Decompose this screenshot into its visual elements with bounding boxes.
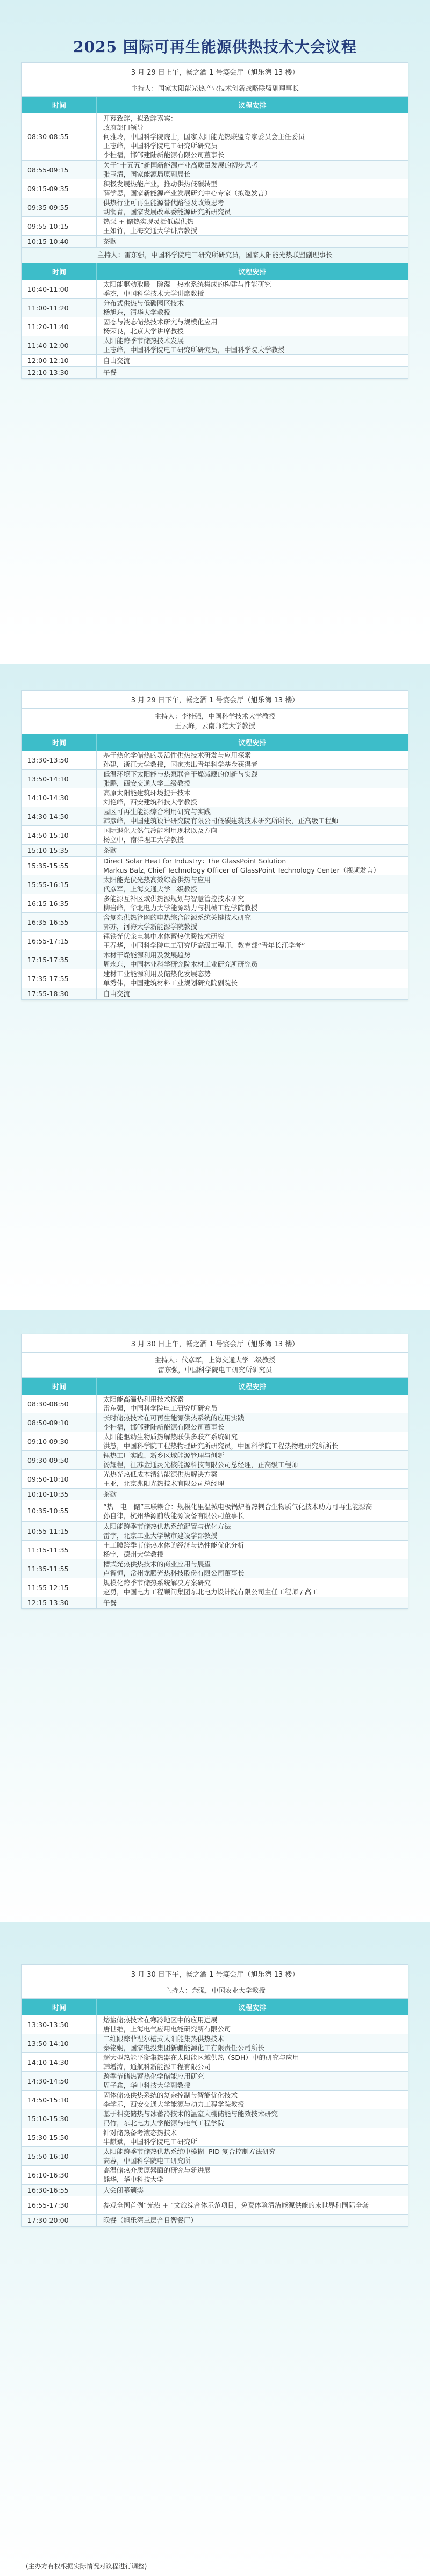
- agenda-cell: [96, 2215, 408, 2226]
- time-cell: 10:15-10:40: [27, 237, 69, 245]
- time-cell: 16:35-16:55: [27, 918, 69, 926]
- agenda-line: 刘艳峰，西安建筑科技大学教授: [103, 798, 198, 806]
- table-row: [22, 950, 408, 969]
- time-cell: 13:30-13:50: [27, 2020, 69, 2029]
- agenda-cell: [96, 875, 408, 894]
- chair-line: 主持人：雷东强，中国科学院电工研究所研究员，国家太阳能光热联盟副理事长: [97, 251, 333, 259]
- agenda-line: 积极发展热能产业，推动供热低碳转型: [103, 180, 218, 188]
- table-row: [22, 179, 408, 198]
- time-cell: 16:30-16:55: [27, 2186, 69, 2194]
- agenda-card-day1-morning: [22, 62, 408, 379]
- time-cell: 11:55-12:15: [27, 1583, 69, 1592]
- chair-line: 主持人：代彦军，上海交通大学二级教授: [154, 1356, 276, 1364]
- table-row: [22, 1489, 408, 1500]
- agenda-line: 唐世维，上海电气应用电能研究所有限公司: [103, 2025, 231, 2033]
- agenda-line: 李学示，西安交通大学能源与动力工程学院教授: [103, 2100, 245, 2108]
- agenda-line: 大会闭幕颁奖: [103, 2186, 144, 2194]
- agenda-line: 开幕致辞，拟致辞嘉宾：: [103, 114, 177, 122]
- table-row: [22, 2128, 408, 2147]
- table-row: [22, 355, 408, 367]
- time-cell: 15:30-15:50: [27, 2133, 69, 2142]
- agenda-line: 二维跟踪菲涅尔槽式太阳能集热供热技术: [103, 2035, 225, 2043]
- card-header: 3 月 29 日上午，畅之酒 1 号宴会厅（旭乐湾 13 楼）: [22, 63, 408, 81]
- table-row: [22, 198, 408, 217]
- agenda-cell: [96, 969, 408, 988]
- agenda-cell: [96, 2072, 408, 2090]
- time-cell: 15:55-16:15: [27, 880, 69, 889]
- agenda-line: 茶歇: [103, 1490, 117, 1498]
- time-cell: 11:40-12:00: [27, 341, 69, 350]
- column-header-agenda: 议程安排: [96, 1378, 408, 1395]
- table-row: [22, 113, 408, 161]
- table-row: [22, 1541, 408, 1559]
- time-cell: 08:50-09:10: [27, 1418, 69, 1427]
- agenda-cell: [96, 161, 408, 179]
- agenda-line: 国际退化天然气冷能利用现状以及方向: [103, 826, 218, 835]
- chair-line: 雷东强，中国科学院电工研究所研究员: [157, 1366, 273, 1374]
- agenda-cell: [96, 2128, 408, 2146]
- agenda-line: 熔盐储热技术在寒冷地区中的应用进展: [103, 2016, 218, 2024]
- table-row: [22, 317, 408, 336]
- chair-line: 主持人：余强，中国农业大学教授: [164, 1986, 266, 1994]
- agenda-cell: [96, 2091, 408, 2109]
- agenda-line: 园区可再生能源综合利用研究与实践: [103, 808, 211, 816]
- agenda-line: 胡润青，国家发展改革委能源研究所研究员: [103, 208, 231, 216]
- time-cell: 08:55-09:15: [27, 165, 69, 174]
- agenda-line: 晚餐（旭乐湾三层合日智餐厅）: [103, 2216, 198, 2224]
- agenda-line: 周永东，中国林业科学研究院木材工业研究所研究员: [103, 960, 258, 968]
- agenda-line: 分布式供热与低碳园区技术: [103, 299, 184, 307]
- card-header: 3 月 29 日下午，畅之酒 1 号宴会厅（旭乐湾 13 楼）: [22, 691, 408, 709]
- table-row: [22, 2072, 408, 2091]
- agenda-line: 固体储热供热系统的复杂控制与智能优化技术: [103, 2091, 238, 2099]
- chair-info: [22, 248, 408, 263]
- table-row: [22, 2185, 408, 2196]
- agenda-line: 光热光热低成本清洁能源供热解决方案: [103, 1470, 218, 1478]
- chair-line: 王云峰，云南师范大学教授: [174, 722, 255, 730]
- chair-line: 主持人：国家太阳能光热产业技术创新战略联盟副理事长: [131, 84, 299, 92]
- agenda-cell: [96, 2196, 408, 2214]
- time-cell: 08:30-08:55: [27, 133, 69, 141]
- agenda-cell: [96, 1597, 408, 1608]
- agenda-line: 土工膜跨季节储热水体的经济与热性能优化分析: [103, 1541, 245, 1549]
- agenda-line: 王志峰，中国科学院电工研究所研究员: [103, 142, 218, 150]
- agenda-cell: [96, 788, 408, 807]
- agenda-cell: [96, 1489, 408, 1500]
- agenda-cell: [96, 217, 408, 235]
- agenda-line: 单秀伟，中国建筑材料工业规划研究院副院长: [103, 979, 238, 987]
- agenda-rows: [22, 2015, 408, 2226]
- agenda-cell: [96, 2147, 408, 2165]
- agenda-line: 郭苏，河海大学新能源学院教授: [103, 923, 198, 931]
- agenda-line: 政府部门领导: [103, 124, 144, 132]
- time-cell: 13:50-14:10: [27, 774, 69, 783]
- agenda-line: 卢智恒，常州龙腾光热科技股份有限公司董事长: [103, 1569, 245, 1577]
- agenda-line: 冯竹，东北电力大学能源与电气工程学院: [103, 2119, 225, 2127]
- column-header-time: 时间: [52, 102, 66, 110]
- table-row: [22, 217, 408, 236]
- agenda-line: 跨季节储热蓄热化学储能应用研究: [103, 2072, 204, 2080]
- agenda-line: 太阳能跨季节储热供热系统配置与优化方法: [103, 1522, 231, 1530]
- agenda-cell: [96, 2166, 408, 2184]
- column-header-agenda: 议程安排: [96, 734, 408, 751]
- table-row: [22, 2147, 408, 2166]
- agenda-line: 木材干燥能源利用及发展趋势: [103, 951, 191, 959]
- agenda-cell: [96, 807, 408, 825]
- agenda-cell: [96, 1522, 408, 1540]
- time-cell: 14:10-14:30: [27, 793, 69, 802]
- time-cell: 16:15-16:35: [27, 899, 69, 908]
- table-row: [22, 1470, 408, 1489]
- agenda-line: 热泵 + 储热实现灵活低碳供热: [103, 217, 194, 226]
- table-row: [22, 1413, 408, 1432]
- time-cell: 09:15-09:35: [27, 184, 69, 193]
- agenda-line: 赵勇，中国电力工程顾问集团东北电力设计院有限公司主任工程师 / 高工: [103, 1588, 318, 1596]
- table-row: [22, 161, 408, 179]
- chair-info: [22, 81, 408, 97]
- agenda-line: 代彦军，上海交通大学二级教授: [103, 885, 198, 893]
- table-row: [22, 894, 408, 913]
- time-cell: 16:55-17:30: [27, 2201, 69, 2209]
- agenda-line: 杨荣良，北京大学讲席教授: [103, 327, 184, 335]
- agenda-line: 王春华，中国科学院电工研究所高级工程师，教育部“青年长江学者”: [103, 941, 305, 949]
- agenda-line: 张鹏，西安交通大学二级教授: [103, 779, 191, 787]
- agenda-line: 供热行业可再生能源替代路径及政策思考: [103, 199, 225, 207]
- table-row: [22, 857, 408, 875]
- time-cell: 15:10-15:35: [27, 846, 69, 854]
- agenda-line: 固态与液态储热技术研究与规模化应用: [103, 318, 218, 326]
- agenda-line: 李桂福，邯郸建陆新能源有限公司董事长: [103, 1423, 225, 1431]
- time-cell: 17:15-17:35: [27, 955, 69, 964]
- agenda-cell: [96, 280, 408, 298]
- table-row: [22, 2109, 408, 2128]
- agenda-line: 午餐: [103, 368, 117, 376]
- agenda-cell: [96, 950, 408, 969]
- table-row: [22, 1500, 408, 1522]
- agenda-line: 韩彦峰，中国建筑设计研究院有限公司低碳建筑技术研究所所长，正高级工程师: [103, 817, 339, 825]
- agenda-line: 季杰，中国科学技术大学讲席教授: [103, 289, 204, 297]
- agenda-cell: [96, 826, 408, 844]
- agenda-line: 太阳能跨季节储热供热系统中模糊 -PID 复合控制方法研究: [103, 2147, 276, 2156]
- time-cell: 12:15-13:30: [27, 1599, 69, 1607]
- table-row: [22, 751, 408, 770]
- page-title: 2025 国际可再生能源供热技术大会议程: [73, 38, 357, 56]
- agenda-line: 太阳能光伏光热高效综合供热与应用: [103, 876, 211, 884]
- agenda-line: 孙建，浙江大学教授，国家杰出青年科学基金获得者: [103, 760, 258, 768]
- agenda-cell: [96, 2109, 408, 2128]
- agenda-line: 太阳能跨季节储热技术发展: [103, 337, 184, 345]
- column-header-agenda: 议程安排: [96, 263, 408, 280]
- time-cell: 09:35-09:55: [27, 203, 69, 212]
- time-cell: 17:35-17:55: [27, 974, 69, 983]
- table-row: [22, 1432, 408, 1451]
- agenda-cell: [96, 198, 408, 216]
- table-row: [22, 845, 408, 857]
- table-row: [22, 280, 408, 299]
- table-row: [22, 1522, 408, 1541]
- time-cell: 11:15-11:35: [27, 1545, 69, 1554]
- time-cell: 17:55-18:30: [27, 990, 69, 998]
- agenda-cell: [96, 770, 408, 788]
- agenda-cell: [96, 236, 408, 247]
- chair-info: [22, 709, 408, 734]
- agenda-line: 熊华，华中科技大学: [103, 2175, 164, 2183]
- agenda-line: 孙自律，杭州华源前线能源设备有限公司董事长: [103, 1511, 245, 1520]
- agenda-cell: [96, 2053, 408, 2071]
- time-cell: 09:55-10:15: [27, 222, 69, 230]
- time-cell: 09:50-10:10: [27, 1475, 69, 1483]
- agenda-line: 雷宇，北京工业大学城市建设学部教授: [103, 1532, 218, 1540]
- agenda-rows: [22, 751, 408, 1000]
- agenda-line: Markus Balz, Chief Technology Officer of GlassPoint Technology Center（视频发言）: [103, 866, 380, 874]
- column-header-time: 时间: [52, 269, 66, 277]
- table-row: [22, 2196, 408, 2215]
- table-row: [22, 807, 408, 826]
- agenda-line: 高蓉，中国科学院电工研究所: [103, 2157, 191, 2165]
- time-cell: 13:30-13:50: [27, 756, 69, 764]
- agenda-line: 超大型热能平衡集热器在太阳能区域供热（SDH）中的研究与应用: [103, 2053, 299, 2062]
- time-cell: 15:10-15:30: [27, 2114, 69, 2123]
- agenda-cell: [96, 1451, 408, 1469]
- time-cell: 14:50-15:10: [27, 2095, 69, 2104]
- agenda-cell: [96, 2185, 408, 2196]
- table-row: [22, 2215, 408, 2226]
- agenda-rows: [22, 1395, 408, 1609]
- agenda-line: 建材工业能源利用及储热化发展态势: [103, 970, 211, 978]
- agenda-cell: [96, 988, 408, 999]
- agenda-line: 韩增涛，通航科新能源工程有限公司: [103, 2063, 211, 2071]
- table-row: [22, 1597, 408, 1609]
- agenda-line: 低温环境下太阳能与热泵联合干燥减藏的创新与实践: [103, 770, 258, 778]
- column-header-time: 时间: [52, 1383, 66, 1391]
- agenda-cell: [96, 1578, 408, 1597]
- agenda-line: 锂铁光伏余电集中水体蓄热供暖技术研究: [103, 932, 225, 940]
- time-cell: 09:30-09:50: [27, 1456, 69, 1464]
- agenda-line: 李桂福，邯郸建陆新能源有限公司董事长: [103, 151, 225, 159]
- agenda-line: 何雅玲，中国科学院院士，国家太阳能光热联盟专家委员会主任委员: [103, 133, 305, 141]
- table-row: [22, 2034, 408, 2053]
- agenda-cell: [96, 355, 408, 366]
- time-cell: 10:40-11:00: [27, 285, 69, 293]
- table-row: [22, 1578, 408, 1597]
- column-header-time: 时间: [52, 2004, 66, 2012]
- chair-line: 主持人：李桂强，中国科学技术大学教授: [154, 712, 276, 720]
- agenda-rows: [22, 113, 408, 248]
- table-row: [22, 932, 408, 950]
- agenda-line: Direct Solar Heat for Industry：the GlassPoint Solution: [103, 857, 286, 865]
- agenda-line: 周子鑫，华中科技大学副教授: [103, 2081, 191, 2089]
- time-cell: 11:35-11:55: [27, 1564, 69, 1573]
- time-cell: 14:10-14:30: [27, 2058, 69, 2066]
- agenda-cell: [96, 299, 408, 317]
- table-row: [22, 236, 408, 248]
- agenda-line: 茶歇: [103, 846, 117, 854]
- agenda-line: 多能源互补区域供热源规划与智慧管控技术研究: [103, 895, 245, 903]
- agenda-line: 王亚，北京兆阳光热技术有限公司总经理: [103, 1479, 225, 1487]
- agenda-cell: [96, 845, 408, 856]
- agenda-line: 秦铭娴，国家电投集团新疆能源化工有限责任公司所长: [103, 2044, 265, 2052]
- time-cell: 14:30-14:50: [27, 2077, 69, 2085]
- chair-info: [22, 1983, 408, 1999]
- agenda-line: 柳岩峰，华北电力大学能源动力与机械工程学院教授: [103, 904, 258, 912]
- table-header: [22, 734, 408, 751]
- time-cell: 12:10-13:30: [27, 368, 69, 376]
- table-row: [22, 770, 408, 788]
- agenda-cell: [96, 1541, 408, 1559]
- time-cell: 14:50-15:10: [27, 831, 69, 839]
- time-cell: 10:35-10:55: [27, 1507, 69, 1515]
- card-header: 3 月 30 日下午，畅之酒 1 号宴会厅（旭乐湾 13 楼）: [22, 1965, 408, 1983]
- time-cell: 14:30-14:50: [27, 812, 69, 821]
- footnote: (主办方有权根据实际情况对议程进行调整): [26, 2563, 147, 2570]
- column-header-time: 时间: [52, 739, 66, 748]
- time-cell: 10:55-11:15: [27, 1527, 69, 1535]
- table-row: [22, 1451, 408, 1470]
- table-row: [22, 2166, 408, 2185]
- table-row: [22, 2053, 408, 2072]
- time-cell: 10:10-10:35: [27, 1490, 69, 1498]
- agenda-line: 自由交流: [103, 990, 131, 998]
- chair-info: [22, 1353, 408, 1378]
- table-row: [22, 913, 408, 932]
- time-cell: 16:10-16:30: [27, 2171, 69, 2179]
- agenda-line: 含复杂供热管网的电热综合能源系统关键技术研究: [103, 913, 252, 921]
- table-row: [22, 2015, 408, 2034]
- agenda-line: 高温储热介质原器面的研究与新进展: [103, 2166, 211, 2174]
- column-header-agenda: 议程安排: [96, 97, 408, 113]
- agenda-line: 杨宇，德州大学教授: [103, 1550, 164, 1558]
- table-row: [22, 875, 408, 894]
- table-row: [22, 969, 408, 988]
- agenda-cell: [96, 932, 408, 950]
- agenda-cell: [96, 751, 408, 769]
- table-header: [22, 97, 408, 113]
- agenda-line: 洪慧，中国科学院工程热物理研究所研究员，中国科学院工程热物理研究所所长: [103, 1442, 339, 1450]
- agenda-line: 张玉清，国家能源局原副局长: [103, 170, 191, 178]
- agenda-line: 王如竹，上海交通大学讲席教授: [103, 227, 198, 235]
- agenda-line: 基于热化学储热的灵活性供热技术研发与应用探索: [103, 751, 252, 759]
- agenda-cell: [96, 367, 408, 378]
- table-row: [22, 1395, 408, 1413]
- agenda-cell: [96, 1413, 408, 1432]
- agenda-card-day2-afternoon: [22, 1964, 408, 2227]
- agenda-line: 王志峰，中国科学院电工研究所研究员，中国科学院大学教授: [103, 346, 285, 354]
- table-header: [22, 1999, 408, 2015]
- agenda-line: 高原太阳能建筑环境提升技术: [103, 789, 191, 797]
- agenda-line: 薛学思，国家新能源产业发展研究中心专家（拟邀发言）: [103, 189, 271, 197]
- time-cell: 12:00-12:10: [27, 357, 69, 365]
- agenda-cell: [96, 113, 408, 160]
- time-cell: 13:50-14:10: [27, 2039, 69, 2048]
- agenda-line: 太阳能高温热利用技术探索: [103, 1395, 184, 1403]
- agenda-line: 汤耀程，江苏金通灵光核能源科技有限公司总经理，正高级工程师: [103, 1461, 298, 1469]
- agenda-line: 槽式光热供热技术的商业应用与展望: [103, 1560, 211, 1568]
- time-cell: 17:30-20:00: [27, 2216, 69, 2224]
- table-row: [22, 299, 408, 317]
- card-header: 3 月 30 日上午，畅之酒 1 号宴会厅（旭乐湾 13 楼）: [22, 1334, 408, 1353]
- agenda-line: 针对储热备考液态热技术: [103, 2129, 177, 2137]
- table-row: [22, 2091, 408, 2109]
- agenda-line: 太阳能驱动生物质热解热联供多联产系统研究: [103, 1433, 238, 1441]
- table-row: [22, 788, 408, 807]
- agenda-line: 参观全国首例“光热 + ”文旅综合体示范项目，免费体验清洁能源供能的末世界和国际全套: [103, 2201, 369, 2209]
- agenda-cell: [96, 2015, 408, 2034]
- table-row: [22, 336, 408, 355]
- agenda-card-day1-afternoon: [22, 690, 408, 1000]
- agenda-line: 茶歇: [103, 237, 117, 245]
- agenda-line: 杨立中，南洋理工大学教授: [103, 836, 184, 844]
- agenda-cell: [96, 1432, 408, 1450]
- agenda-line: 规模化跨季节储热系统解决方案研究: [103, 1579, 211, 1587]
- agenda-card-day2-morning: [22, 1334, 408, 1609]
- agenda-cell: [96, 913, 408, 931]
- table-row: [22, 988, 408, 1000]
- agenda-cell: [96, 857, 408, 875]
- time-cell: 11:20-11:40: [27, 322, 69, 331]
- agenda-line: 牛麒斌，中国科学院电工研究所: [103, 2138, 198, 2146]
- agenda-line: “热 - 电 - 储”三联耦合：规模化里温城电极锅炉蓄热耦合生物质气化技术助力可再生能源高: [103, 1502, 372, 1511]
- agenda-line: 基于相变储热与冰蓄冷技术的温室大棚储能与能效技术研究: [103, 2110, 278, 2118]
- agenda-cell: [96, 894, 408, 912]
- column-header-agenda: 议程安排: [96, 1999, 408, 2015]
- time-cell: 15:50-16:10: [27, 2152, 69, 2160]
- agenda-cell: [96, 1395, 408, 1413]
- agenda-line: 自由交流: [103, 357, 131, 365]
- table-row: [22, 826, 408, 845]
- agenda-line: 长时储热技术在可再生能源供热系统的应用实践: [103, 1414, 245, 1422]
- agenda-cell: [96, 1500, 408, 1521]
- table-row: [22, 367, 408, 379]
- time-cell: 11:00-11:20: [27, 303, 69, 312]
- agenda-rows: [22, 280, 408, 379]
- time-cell: 15:35-15:55: [27, 861, 69, 870]
- agenda-cell: [96, 336, 408, 354]
- table-header: [22, 263, 408, 280]
- table-row: [22, 1559, 408, 1578]
- time-cell: 09:10-09:30: [27, 1437, 69, 1446]
- agenda-cell: [96, 2034, 408, 2052]
- time-cell: 08:30-08:50: [27, 1399, 69, 1408]
- agenda-cell: [96, 179, 408, 198]
- agenda-line: 锂热工厂实践、新乡区域能源管理与创新: [103, 1452, 225, 1460]
- table-header: [22, 1378, 408, 1395]
- agenda-cell: [96, 1559, 408, 1578]
- agenda-line: 午餐: [103, 1599, 117, 1607]
- agenda-cell: [96, 1470, 408, 1488]
- agenda-line: 杨旭东，清华大学教授: [103, 308, 171, 316]
- agenda-line: 雷东强，中国科学院电工研究所研究员: [103, 1404, 218, 1412]
- agenda-line: 太阳能驱动取暖 - 除湿 - 热水系统集成的构建与性能研究: [103, 280, 271, 288]
- agenda-line: 关于“十五五”新国新能源产业高质量发展的初步思考: [103, 161, 258, 169]
- agenda-cell: [96, 317, 408, 336]
- time-cell: 16:55-17:15: [27, 937, 69, 945]
